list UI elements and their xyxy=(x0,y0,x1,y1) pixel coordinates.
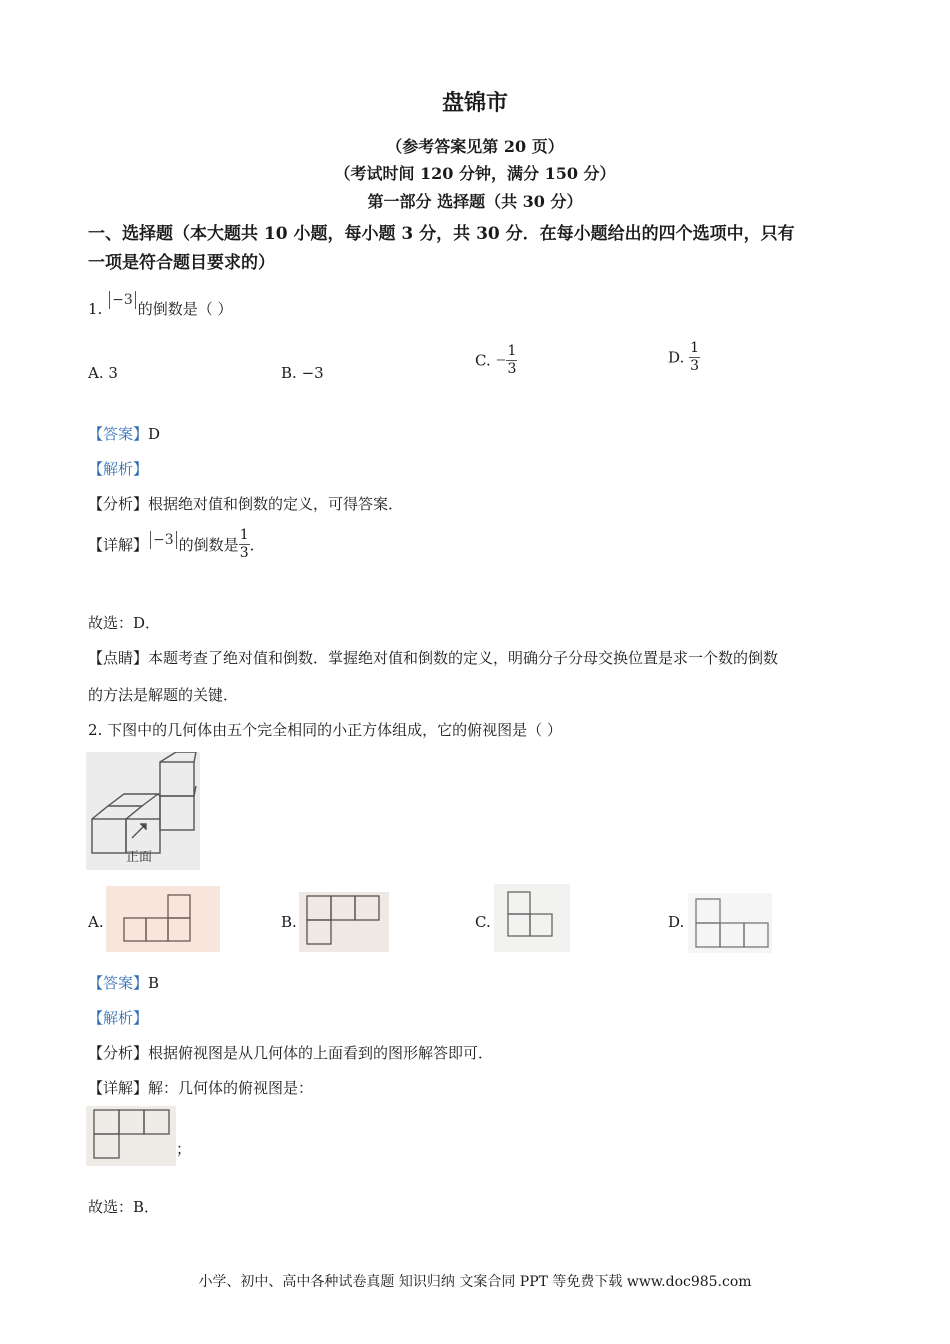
q2-option-d-label: D. xyxy=(668,913,685,931)
q1-option-d-fraction xyxy=(689,340,700,375)
q1-option-c-sign: − xyxy=(495,353,507,368)
q1-option-d xyxy=(668,340,700,375)
q1-detail-numerator: 1 xyxy=(239,527,249,543)
q1-number: 1. xyxy=(88,300,103,318)
q2-option-d-figure xyxy=(688,893,772,953)
q2-analysis-text: 根据俯视图是从几何体的上面看到的图形解答即可． xyxy=(148,1044,494,1062)
q1-option-d-denominator: 3 xyxy=(690,358,699,374)
q1-answer-value: D xyxy=(148,425,161,443)
q1-analysis-label: 【分析】 xyxy=(88,495,149,513)
q2-detail-label: 【详解】 xyxy=(88,1079,149,1097)
top-view-c-icon xyxy=(494,884,570,952)
top-view-b-icon xyxy=(299,892,389,952)
q1-option-c-denominator: 3 xyxy=(507,361,517,377)
q1-stem-text: 的倒数是（ ） xyxy=(137,300,233,318)
q1-option-d-label: D. xyxy=(668,348,685,367)
page-footer: 小学、初中、高中各种试卷真题 知识归纳 文案合同 PPT 等免费下载 www.doc985.com xyxy=(198,1274,752,1290)
q1-option-b-value: −3 xyxy=(301,364,324,382)
q1-option-a-label: A. xyxy=(88,364,104,382)
q1-comment xyxy=(88,647,778,668)
q1-choose: 故选：D． xyxy=(88,614,161,632)
q1-analysis-text: 根据绝对值和倒数的定义，可得答案． xyxy=(148,495,404,513)
q1-option-b-label: B. xyxy=(281,364,297,382)
q2-answer-tag: 【答案】 xyxy=(88,974,149,992)
q1-comment-label: 【点睛】 xyxy=(88,649,149,667)
top-view-answer-icon xyxy=(86,1106,176,1166)
q1-option-b xyxy=(281,364,324,382)
q2-analysis xyxy=(88,1042,493,1063)
q1-detail-abs-inner: −3 xyxy=(153,531,174,548)
q2-detail-text: 解：几何体的俯视图是： xyxy=(148,1079,314,1097)
q2-semicolon: ； xyxy=(176,1140,192,1158)
q1-option-c-label: C. xyxy=(475,351,491,370)
section-heading-line1: 一、选择题（本大题共 10 小题，每小题 3 分，共 30 分．在每小题给出的四个选项中，只有 xyxy=(88,224,795,244)
q1-detail-text: 的倒数是 xyxy=(178,536,239,554)
q1-option-d-numerator: 1 xyxy=(690,340,699,356)
top-view-d-icon xyxy=(688,893,772,953)
q1-comment-line1: 本题考查了绝对值和倒数．掌握绝对值和倒数的定义，明确分子分母交换位置是求一个数的倒数 xyxy=(148,649,779,667)
q1-stem xyxy=(88,292,233,319)
q2-detail-figure xyxy=(86,1106,176,1166)
front-label: 正面 xyxy=(126,850,153,865)
q1-analysis xyxy=(88,493,403,514)
q1-detail-label: 【详解】 xyxy=(88,536,149,554)
section-heading-line2: 一项是符合题目要求的） xyxy=(88,253,275,273)
q1-option-c-fraction xyxy=(506,343,517,378)
q2-choose: 故选：B． xyxy=(88,1198,160,1216)
q1-option-c xyxy=(475,343,517,378)
q1-detail xyxy=(88,527,265,562)
page-title: 盘锦市 xyxy=(441,90,508,116)
q2-option-c-figure xyxy=(494,884,570,952)
q2-option-a-figure xyxy=(106,886,220,952)
q1-comment-line2: 的方法是解题的关键． xyxy=(88,686,239,704)
q1-abs-value xyxy=(107,292,138,308)
q1-option-a-value: 3 xyxy=(108,364,118,382)
top-view-a-icon xyxy=(106,886,220,952)
q2-analysis-label: 【分析】 xyxy=(88,1044,149,1062)
exam-info: （考试时间 120 分钟，满分 150 分） xyxy=(334,164,616,183)
q1-answer xyxy=(88,423,160,444)
q1-detail-end: ． xyxy=(249,536,265,554)
q2-option-b-figure xyxy=(299,892,389,952)
q2-stem: 2. 下图中的几何体由五个完全相同的小正方体组成，它的俯视图是（ ） xyxy=(88,721,562,739)
q2-detail xyxy=(88,1077,313,1098)
q1-abs-inner: −3 xyxy=(112,292,133,308)
q1-option-a xyxy=(88,364,118,382)
q1-answer-tag: 【答案】 xyxy=(88,425,149,443)
q1-detail-abs xyxy=(148,532,179,548)
q2-option-a-label: A. xyxy=(88,913,104,931)
q2-analysis-tag: 【解析】 xyxy=(88,1009,149,1027)
q1-analysis-tag: 【解析】 xyxy=(88,460,149,478)
part-one-heading: 第一部分 选择题（共 30 分） xyxy=(367,192,583,211)
q2-option-b-label: B. xyxy=(281,913,297,931)
q2-solid-figure xyxy=(86,752,200,870)
q2-answer xyxy=(88,972,159,993)
q1-option-c-numerator: 1 xyxy=(507,343,517,359)
q1-detail-fraction xyxy=(239,527,250,562)
answer-reference: （参考答案见第 20 页） xyxy=(386,137,564,156)
q1-detail-denominator: 3 xyxy=(239,545,249,561)
q2-answer-value: B xyxy=(148,974,160,992)
q2-option-c-label: C. xyxy=(475,913,491,931)
